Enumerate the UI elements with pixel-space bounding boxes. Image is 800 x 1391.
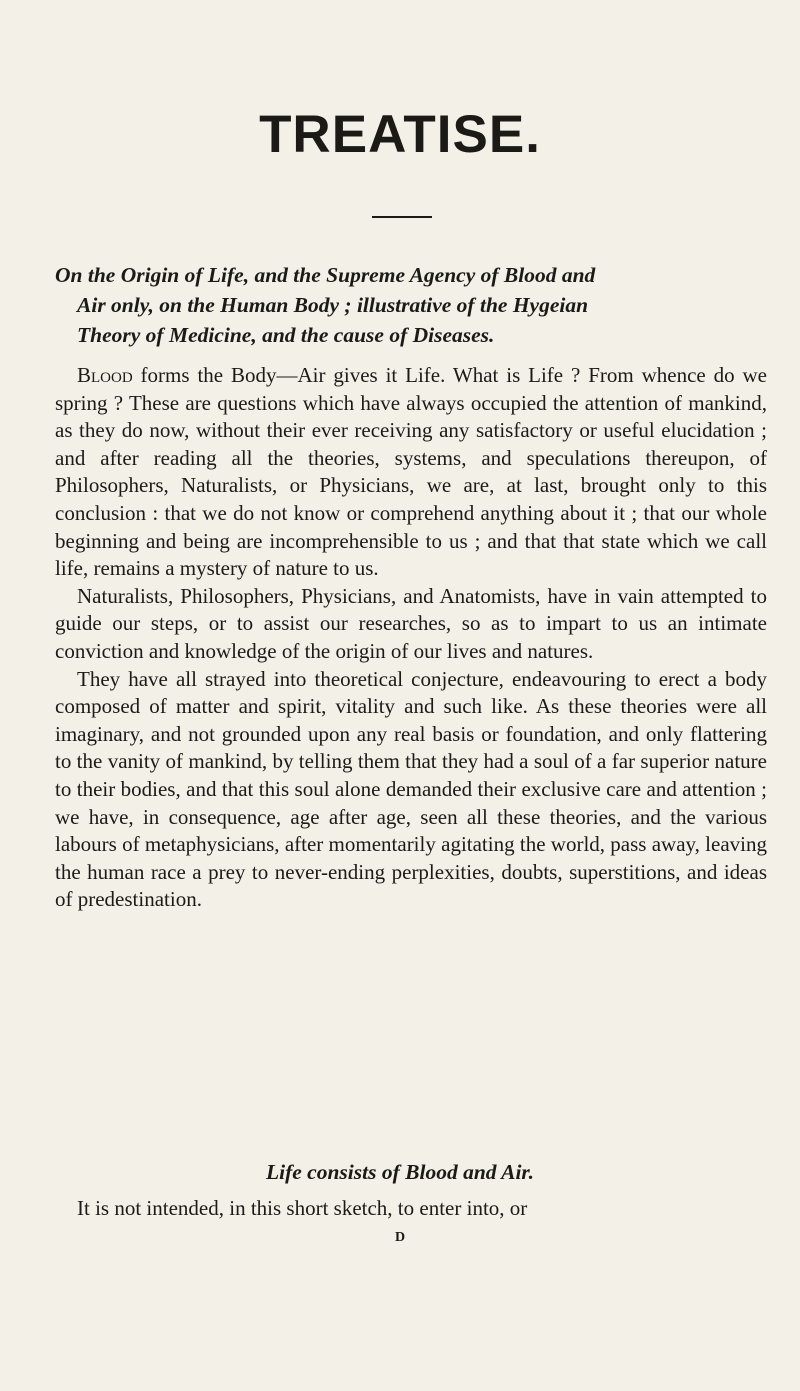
section-heading: Life consists of Blood and Air. bbox=[266, 1160, 534, 1184]
paragraph-1 bbox=[55, 362, 767, 583]
body-text bbox=[55, 362, 767, 914]
paragraph-1-lead: Blood bbox=[77, 363, 133, 387]
subtitle bbox=[55, 260, 765, 350]
paragraph-3: They have all strayed into theoretical conjecture, endeavouring to erect a body composed of matter and spirit, vitality and such like. As these theories were all imaginary, and not grounded upon any real basis or foundation, and only flattering to the vanity of mankind, by telling them that they had a soul of a far superior nature to their bodies, and that this soul alone demanded their exclusive care and attention ; we have, in consequence, age after age, seen all these theories, and the various labours of metaphysicians, after momentarily agitating the world, pass away, leaving the human race a prey to never-ending perplexities, doubts, superstitions, and ideas of predestination. bbox=[55, 666, 767, 912]
page-title: TREATISE. bbox=[259, 105, 541, 164]
subtitle-line-3: Theory of Medicine, and the cause of Diseases. bbox=[77, 323, 495, 347]
subtitle-line-1: On the Origin of Life, and the Supreme Agency of Blood and bbox=[55, 263, 596, 287]
continuing-line: It is not intended, in this short sketch, to enter into, or bbox=[77, 1196, 528, 1220]
subtitle-line-2: Air only, on the Human Body ; illustrative of the Hygeian bbox=[77, 293, 589, 317]
paragraph-2: Naturalists, Philosophers, Physicians, and Anatomists, have in vain attempted to guide our steps, or to assist our researches, so as to impart to us an intimate conviction and knowledge of the origin of our lives and natures. bbox=[55, 583, 767, 663]
signature-mark: D bbox=[394, 1230, 406, 1245]
paragraph-1-text: forms the Body—Air gives it Life. What is Life ? From whence do we spring ? These are questions which have always occupied the attention of mankind, as they do now, without their ever receiving any satisfactory or useful elucidation ; and after reading all the theories, systems, and speculations thereupon, of Philosophers, Naturalists, or Physicians, we are, at last, brought only to this conclusion : that we do not know or comprehend anything about it ; that our whole beginning and being are incomprehensible to us ; and that that state which we call life, remains a mystery of nature to us. bbox=[55, 363, 767, 581]
title-rule bbox=[372, 216, 432, 218]
